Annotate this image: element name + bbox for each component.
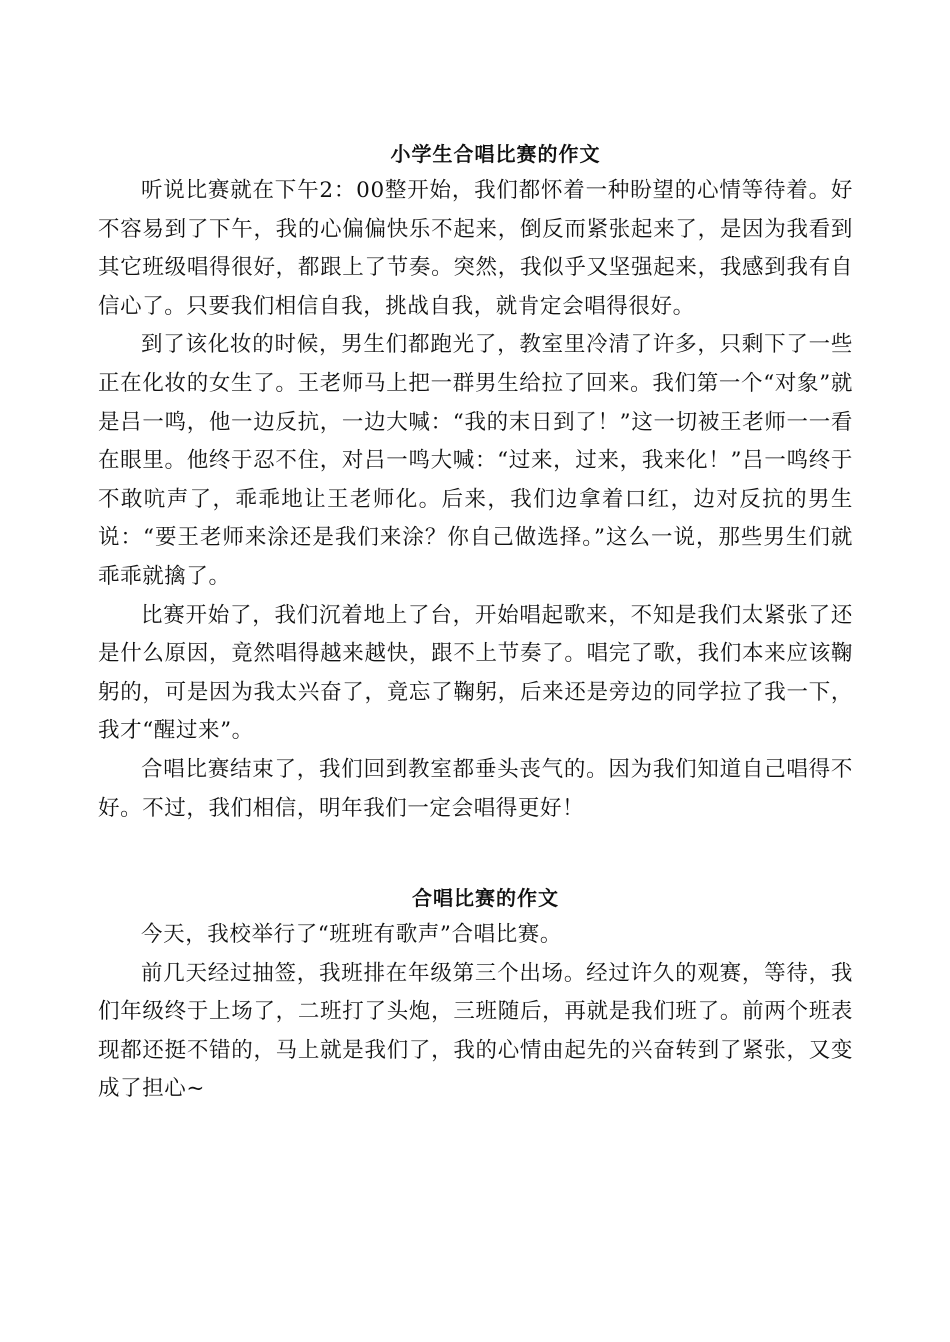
document-page [98,136,853,1109]
essay-1-title: 小学生合唱比赛的作文 [390,142,601,166]
essay-2-paragraph-1: 今天，我校举行了“班班有歌声”合唱比赛。 [141,922,562,948]
essay-1-paragraph-2: 到了该化妆的时候，男生们都跑光了，教室里冷清了许多，只剩下了一些正在化妆的女生了。王老师马上把一群男生给拉了回来。我们第一个“对象”就是吕一鸣，他一边反抗，一边大喊：“我的末日到了！”这一切被王老师一一看在眼里。他终于忍不住，对吕一鸣大喊：“过来，过来，我来化！”吕一鸣终于不敢吭声了，乖乖地让王老师化。后来，我们边拿着口红，边对反抗的男生说：“要王老师来涂还是我们来涂？你自己做选择。”这么一说，那些男生们就乖乖就擒了。 [98,332,853,589]
essay-1-paragraph-3: 比赛开始了，我们沉着地上了台，开始唱起歌来，不知是我们太紧张了还是什么原因，竟然唱得越来越快，跟不上节奏了。唱完了歌，我们本来应该鞠躬的，可是因为我太兴奋了，竟忘了鞠躬，后来还是旁边的同学拉了我一下，我才“醒过来”。 [98,602,853,744]
essay-1-paragraph-1: 听说比赛就在下午2：00整开始，我们都怀着一种盼望的心情等待着。好不容易到了下午，我的心偏偏快乐不起来，倒反而紧张起来了，是因为我看到其它班级唱得很好，都跟上了节奏。突然，我似乎又坚强起来，我感到我有自信心了。只要我们相信自我，挑战自我，就肯定会唱得很好。 [98,178,853,319]
essay-2-title: 合唱比赛的作文 [412,886,559,911]
essay-2-paragraph-2: 前几天经过抽签，我班排在年级第三个出场。经过许久的观赛，等待，我们年级终于上场了，二班打了头炮，三班随后，再就是我们班了。前两个班表现都还挺不错的，马上就是我们了，我的心情由起先的兴奋转到了紧张，又变成了担心~ [98,960,853,1102]
essay-1 [98,136,853,828]
section-spacer [98,828,853,880]
essay-1-paragraph-4: 合唱比赛结束了，我们回到教室都垂头丧气的。因为我们知道自己唱得不好。不过，我们相信，明年我们一定会唱得更好！ [98,756,853,821]
essay-2 [98,880,853,1109]
